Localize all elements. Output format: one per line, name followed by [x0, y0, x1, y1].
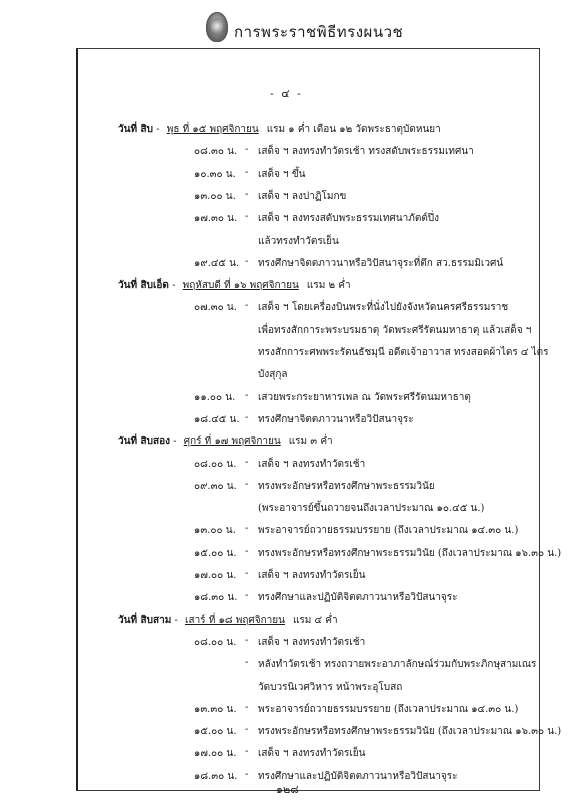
item-activity: เสด็จ ฯ ลงทรงทำวัตรเย็น [258, 748, 366, 760]
item-time: ๐๙.๓๐ น. [194, 480, 237, 492]
day-header-row [0, 434, 573, 450]
item-dash: - [245, 768, 249, 780]
royal-emblem-icon [206, 12, 228, 42]
day-separator: - [169, 436, 180, 448]
item-activity: ทรงศึกษาและปฏิบัติจิตตภาวนาหรือวิปัสนาจุระ [258, 592, 458, 604]
schedule-item-continuation [0, 345, 573, 361]
day-date: เสาร์ ที่ ๑๘ พฤศจิกายน [185, 614, 285, 626]
item-activity: เสด็จ ฯ ลงทรงทำวัตรเช้า ทรงสดับพระธรรมเทศนา [258, 146, 474, 158]
day-label: วันที่ สิบสอง [118, 436, 170, 448]
item-time: ๑๕.๐๐ น. [194, 547, 237, 559]
item-time: ๐๘.๐๐ น. [194, 636, 237, 648]
item-continuation-text: เพื่อทรงสักการะพระบรมธาตุ วัดพระศรีรัตนมหาธาตุ แล้วเสด็จ ฯ [258, 324, 532, 336]
day-heading [118, 613, 338, 628]
page-header [0, 0, 573, 48]
item-dash: - [245, 701, 249, 713]
item-dash: - [245, 211, 249, 223]
item-time: ๐๗.๓๐ น. [194, 302, 237, 314]
item-dash: - [245, 166, 249, 178]
day-header-row [0, 613, 573, 629]
item-dash: - [245, 389, 249, 401]
item-continuation-text: (พระอาจารย์ขึ้นถวายจนถึงเวลาประมาณ ๑๐.๔๕ น.) [258, 503, 485, 515]
item-time: ๑๗.๐๐ น. [194, 570, 237, 581]
item-dash: - [245, 657, 249, 669]
schedule-item [0, 144, 573, 160]
day-label: วันที่ สิบสาม [118, 614, 172, 626]
day-label: วันที่ สิบ [118, 124, 153, 135]
item-activity: เสด็จ ฯ ลงทรงทำวัตรเช้า [258, 458, 366, 470]
item-time: ๑๘.๔๕ น. [194, 413, 240, 425]
item-dash: - [245, 568, 249, 579]
schedule-item [0, 523, 573, 539]
day-header-row [0, 122, 573, 138]
item-activity: พระอาจารย์ถวายธรรมบรรยาย (ถึงเวลาประมาณ ๑๔.๓๐ น.) [258, 525, 519, 537]
schedule-item [0, 590, 573, 606]
item-dash: - [245, 411, 249, 423]
schedule-item-continuation [0, 234, 573, 250]
item-activity: ทรงศึกษาจิตตภาวนาหรือวิปัสนาจุระที่ตึก สว.ธรรมมิเวศน์ [258, 257, 504, 269]
day-lunar-date: แรม ๔ ค่ำ [292, 614, 338, 626]
schedule-item-continuation [0, 680, 573, 696]
footer-page-number: ๑๒๘ [276, 783, 299, 796]
schedule-item [0, 746, 573, 762]
schedule-item [0, 256, 573, 272]
item-activity: เสด็จ ฯ ลงทรงทำวัตรเช้า [258, 636, 366, 648]
item-dash: - [245, 478, 249, 490]
item-dash: - [245, 523, 249, 535]
item-time: ๑๓.๐๐ น. [194, 190, 236, 202]
day-lunar-date: แรม ๓ ค่ำ [288, 436, 333, 448]
schedule-item [0, 211, 573, 227]
day-date: ศุกร์ ที่ ๑๗ พฤศจิกายน [183, 436, 281, 448]
item-continuation-text: ทรงสักการะศพพระรัตนธัชมุนี อดีตเจ้าอาวาส ทรงสอดผ้าไตร ๔ ไตร [258, 347, 549, 358]
day-date: พุธ ที่ ๑๕ พฤศจิกายน [166, 124, 259, 135]
item-activity: ทรงศึกษาและปฏิบัติจิตตภาวนาหรือวิปัสนาจุระ [258, 770, 458, 782]
schedule-item [0, 412, 573, 428]
day-separator: - [171, 614, 182, 626]
item-activity: เสด็จ ฯ ลงทรงสดับพระธรรมเทศนาภัตต์ปึ่ง [258, 213, 440, 225]
schedule-item [0, 724, 573, 740]
item-time: ๑๕.๐๐ น. [194, 726, 237, 738]
schedule-item [0, 189, 573, 205]
schedule-item [0, 390, 573, 406]
schedule-item [0, 546, 573, 562]
item-time: ๐๘.๓๐ น. [194, 146, 238, 158]
day-heading [118, 278, 351, 293]
day-date: พฤหัสบดี ที่ ๑๖ พฤศจิกายน [182, 280, 299, 292]
header-title: การพระราชพิธีทรงผนวช [234, 23, 404, 41]
day-header-row [0, 278, 573, 294]
page-number-top: - ๔ - [270, 87, 303, 100]
item-activity: หลังทำวัตรเช้า ทรงถวายพระอาภาลักษณ์ร่วมกับพระภิกษุสามเณร [258, 659, 537, 671]
item-dash: - [245, 746, 249, 758]
schedule-item-continuation [0, 501, 573, 517]
item-activity: ทรงพระอักษรหรือทรงศึกษาพระธรรมวินัย (ถึงเวลาประมาณ ๑๖.๓๐ น.) [258, 547, 562, 559]
item-dash: - [245, 456, 249, 468]
day-lunar-date: แรม ๑ ค่ำ เดือน ๑๒ วัดพระธาตุบัดหนยา [266, 124, 441, 135]
schedule-item [0, 635, 573, 651]
item-activity: เสวยพระกระยาหารเพล ณ วัดพระศรีรัตนมหาธาตุ [258, 391, 471, 403]
item-continuation-text: วัดบวรนิเวศวิหาร หน้าพระอุโบสถ [258, 681, 403, 693]
item-time: ๐๘.๐๐ น. [194, 458, 237, 470]
item-time: ๑๙.๔๕ น. [194, 257, 240, 269]
day-heading [118, 434, 333, 449]
item-activity: ทรงพระอักษรหรือทรงศึกษาพระธรรมวินัย (ถึงเวลาประมาณ ๑๖.๓๐ น.) [258, 726, 562, 738]
schedule-item [0, 457, 573, 473]
item-time: ๑๗.๐๐ น. [194, 748, 237, 760]
item-activity: พระอาจารย์ถวายธรรมบรรยาย (ถึงเวลาประมาณ ๑๔.๓๐ น.) [258, 703, 519, 715]
item-time: ๑๘.๓๐ น. [194, 592, 238, 604]
item-activity: ทรงพระอักษรหรือทรงศึกษาพระธรรมวินัย [258, 480, 435, 492]
item-activity: เสด็จ ฯ โดยเครื่องบินพระที่นั่งไปยังจังหวัดนครศรีธรรมราช [258, 302, 509, 314]
day-label: วันที่ สิบเอ็ด [118, 280, 169, 292]
item-dash: - [245, 188, 249, 200]
item-activity: เสด็จ ฯ ลงปาฏิโมกข [258, 190, 347, 202]
item-dash: - [245, 590, 249, 602]
item-time: ๑๘.๓๐ น. [194, 770, 238, 782]
item-dash: - [245, 144, 249, 156]
item-dash: - [245, 255, 249, 267]
schedule-item-continuation [0, 367, 573, 383]
day-separator: - [152, 124, 163, 135]
day-lunar-date: แรม ๒ ค่ำ [306, 280, 351, 292]
schedule-item-continuation [0, 323, 573, 339]
item-time: ๑๑.๐๐ น. [194, 391, 236, 403]
item-dash: - [245, 724, 249, 736]
item-time: ๑๓.๓๐ น. [194, 703, 237, 715]
schedule-item [0, 657, 573, 673]
item-dash: - [245, 300, 249, 312]
item-activity: เสด็จ ฯ ลงทรงทำวัตรเย็น [258, 570, 366, 581]
item-continuation-text: บังสุกุล [258, 369, 288, 381]
item-time: ๑๓.๐๐ น. [194, 525, 236, 537]
schedule-item [0, 167, 573, 183]
item-dash: - [245, 634, 249, 646]
schedule-item [0, 479, 573, 495]
schedule-item [0, 300, 573, 316]
schedule-item [0, 568, 573, 584]
schedule-item [0, 702, 573, 718]
item-activity: เสด็จ ฯ ขึ้น [258, 168, 306, 180]
day-separator: - [168, 280, 179, 292]
item-continuation-text: แล้วทรงทำวัตรเย็น [258, 235, 339, 247]
item-activity: ทรงศึกษาจิตตภาวนาหรือวิปัสนาจุระ [258, 413, 414, 425]
day-heading [118, 122, 441, 137]
item-time: ๑๗.๓๐ น. [194, 213, 238, 225]
item-dash: - [245, 545, 249, 557]
item-time: ๑๐.๓๐ น. [194, 168, 236, 180]
